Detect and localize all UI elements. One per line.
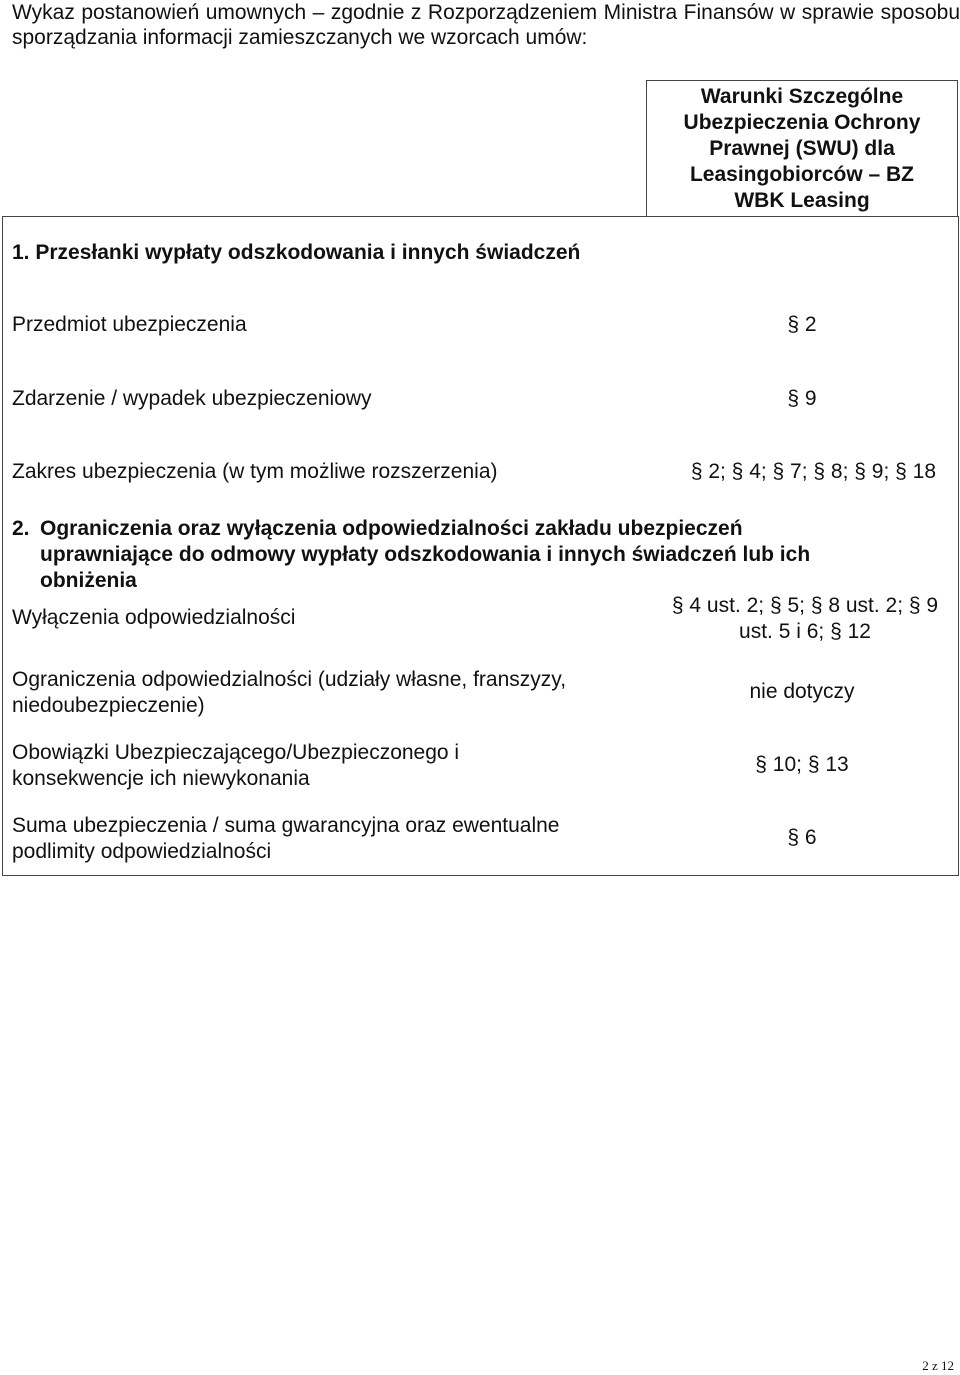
row-label: Przedmiot ubezpieczenia	[12, 313, 247, 336]
row-value: § 2	[787, 313, 817, 336]
row-value: § 9	[787, 387, 817, 410]
row-label: Zakres ubezpieczenia (w tym możliwe rozszerzenia)	[12, 460, 498, 483]
row-value: § 6	[787, 826, 817, 849]
row-value: nie dotyczy	[749, 680, 855, 703]
document-header-cell	[646, 80, 958, 216]
row-label: Suma ubezpieczenia / suma gwarancyjna oraz ewentualne podlimity odpowiedzialności	[12, 814, 560, 863]
section-2-number: 2.	[12, 517, 30, 540]
row-value: § 4 ust. 2; § 5; § 8 ust. 2; § 9 ust. 5 i 6; § 12	[671, 594, 939, 643]
row-label: Obowiązki Ubezpieczającego/Ubezpieczonego i konsekwencje ich niewykonania	[12, 741, 460, 790]
row-label: Zdarzenie / wypadek ubezpieczeniowy	[12, 387, 372, 410]
page-number: 2 z 12	[922, 1358, 954, 1373]
intro-text: Wykaz postanowień umownych – zgodnie z Rozporządzeniem Ministra Finansów w sprawie sposobu sporządzania informacji zamieszczanych we wzorcach umów:	[12, 1, 960, 49]
document-title: Warunki Szczególne Ubezpieczenia Ochrony Prawnej (SWU) dla Leasingobiorców – BZ WBK Leasing	[683, 84, 921, 212]
section-2-text: Ograniczenia oraz wyłączenia odpowiedzialności zakładu ubezpieczeń uprawniające do odmowy wypłaty odszkodowania i innych świadczeń lub ich obniżenia	[40, 517, 811, 592]
row-label: Ograniczenia odpowiedzialności (udziały własne, franszyzy, niedoubezpieczenie)	[12, 668, 567, 717]
row-label: Wyłączenia odpowiedzialności	[12, 606, 296, 629]
row-value: § 2; § 4; § 7; § 8; § 9; § 18	[690, 460, 936, 483]
row-value: § 10; § 13	[755, 753, 849, 776]
section-1-title: 1. Przesłanki wypłaty odszkodowania i innych świadczeń	[12, 241, 581, 264]
section-2-title	[12, 516, 892, 592]
